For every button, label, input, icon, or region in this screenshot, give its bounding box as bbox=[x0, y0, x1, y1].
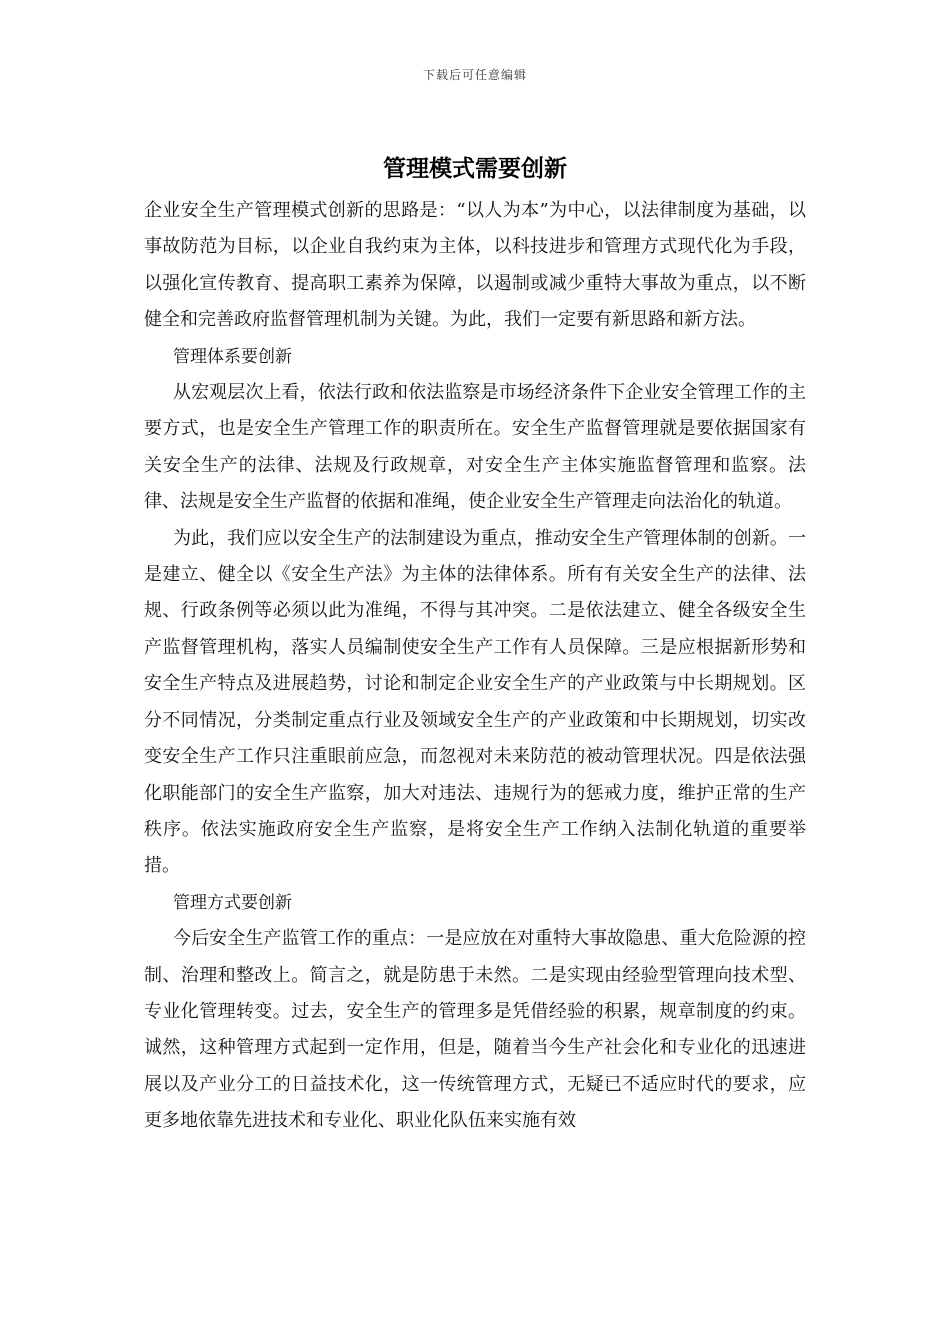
document-title: 管理模式需要创新 bbox=[383, 156, 567, 182]
document-body bbox=[144, 193, 806, 1140]
paragraph-supervision-focus: 今后安全生产监管工作的重点：一是应放在对重特大事故隐患、重大危险源的控制、治理和整改上。简言之，就是防患于未然。二是实现由经验型管理向技术型、专业化管理转变。过去，安全生产的管理多是凭借经验的积累，规章制度的约束。诚然，这种管理方式起到一定作用，但是，随着当今生产社会化和专业化的迅速进展以及产业分工的日益技术化，这一传统管理方式，无疑已不适应时代的要求，应更多地依靠先进技术和专业化、职业化队伍来实施有效 bbox=[144, 928, 806, 1132]
subheading-management-method: 管理方式要创新 bbox=[173, 892, 292, 913]
header-note: 下载后可任意编辑 bbox=[422, 68, 527, 82]
paragraph-macro-level: 从宏观层次上看，依法行政和依法监察是市场经济条件下企业安全管理工作的主要方式，也是安全生产管理工作的职责所在。安全生产监督管理就是要依据国家有关安全生产的法律、法规及行政规章，对安全生产主体实施监督管理和监察。法律、法规是安全生产监督的依据和准绳，使企业安全生产管理走向法治化的轨道。 bbox=[144, 382, 806, 513]
paragraph-legal-system: 为此，我们应以安全生产的法制建设为重点，推动安全生产管理体制的创新。一是建立、健全以《安全生产法》为主体的法律体系。所有有关安全生产的法律、法规、行政条例等必须以此为准绳，不得与其冲突。二是依法建立、健全各级安全生产监督管理机构，落实人员编制使安全生产工作有人员保障。三是应根据新形势和安全生产特点及进展趋势，讨论和制定企业安全生产的产业政策与中长期规划。区分不同情况，分类制定重点行业及领域安全生产的产业政策和中长期规划，切实改变安全生产工作只注重眼前应急，而忽视对未来防范的被动管理状况。四是依法强化职能部门的安全生产监察，加大对违法、违规行为的惩戒力度，维护正常的生产秩序。依法实施政府安全生产监察，是将安全生产工作纳入法制化轨道的重要举措。 bbox=[144, 527, 806, 877]
paragraph-intro: 企业安全生产管理模式创新的思路是：“以人为本”为中心，以法律制度为基础，以事故防范为目标，以企业自我约束为主体，以科技进步和管理方式现代化为手段，以强化宣传教育、提高职工素养为保障，以遏制或减少重特大事故为重点，以不断健全和完善政府监督管理机制为关键。为此，我们一定要有新思路和新方法。 bbox=[144, 200, 806, 331]
subheading-management-system: 管理体系要创新 bbox=[173, 346, 292, 367]
